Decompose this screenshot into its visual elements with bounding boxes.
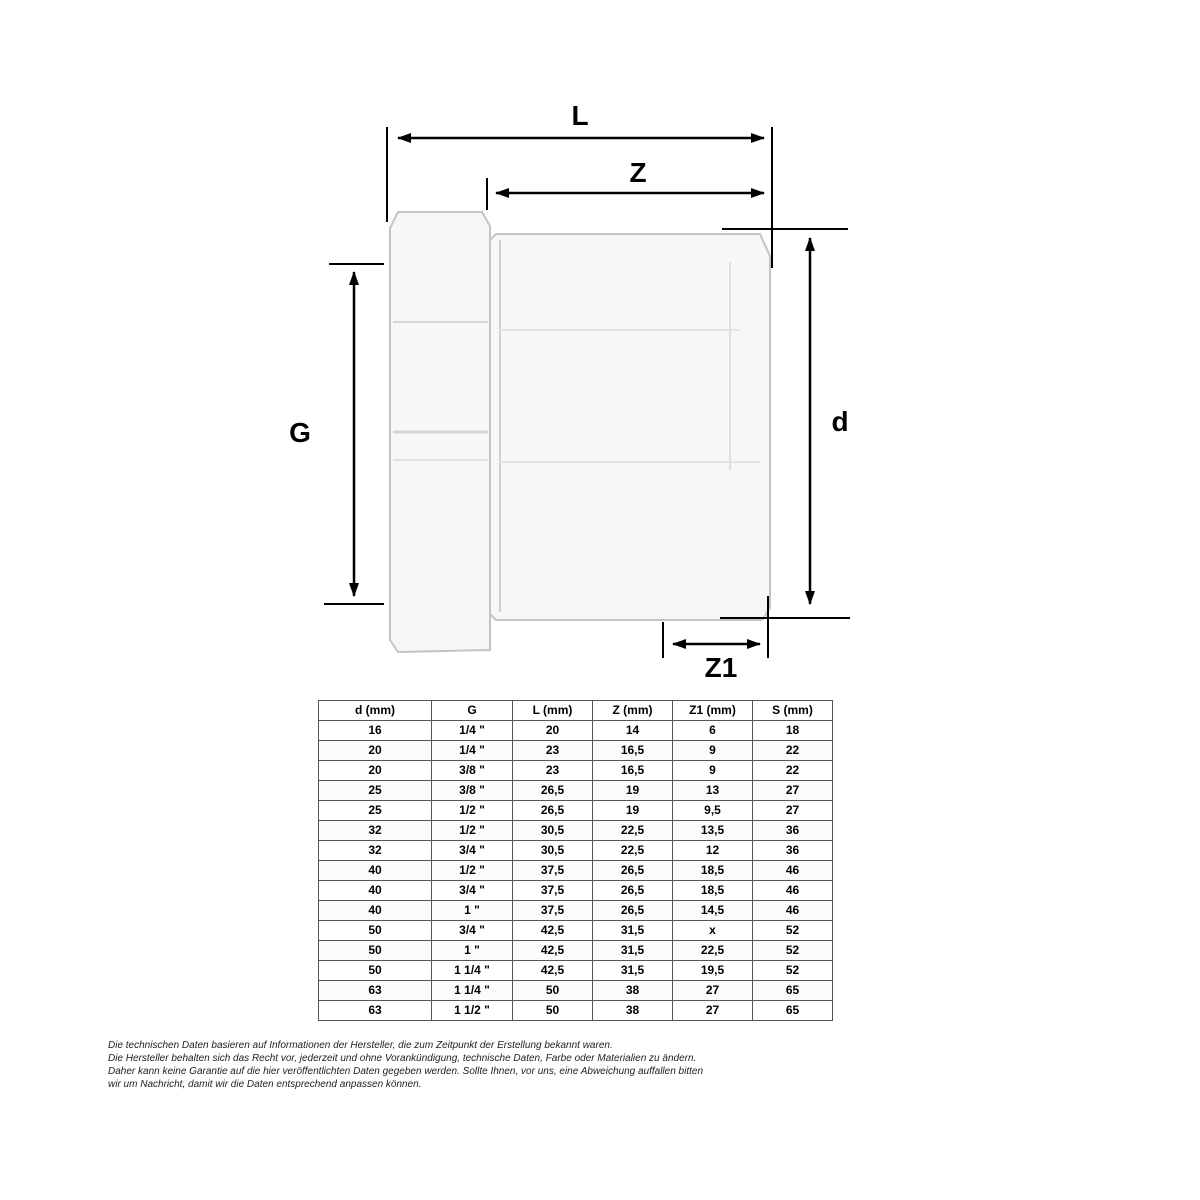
table-cell: 46 (753, 881, 833, 901)
table-cell: 26,5 (593, 901, 673, 921)
fitting-socket (490, 234, 770, 620)
dimension-label-Z: Z (629, 157, 647, 188)
column-header: d (mm) (319, 701, 432, 721)
table-cell: 27 (673, 981, 753, 1001)
table-cell: 6 (673, 721, 753, 741)
table-row (319, 881, 833, 901)
table-cell: 12 (673, 841, 753, 861)
column-header: Z1 (mm) (673, 701, 753, 721)
table-cell: 50 (513, 981, 593, 1001)
table-cell: 50 (319, 921, 432, 941)
table-row (319, 861, 833, 881)
table-cell: 30,5 (513, 821, 593, 841)
table-cell: 40 (319, 901, 432, 921)
table-cell: 27 (753, 781, 833, 801)
table-cell: 1/4 " (432, 721, 513, 741)
table-cell: 14 (593, 721, 673, 741)
table-cell: 19 (593, 801, 673, 821)
table-cell: 16,5 (593, 741, 673, 761)
table-cell: 46 (753, 901, 833, 921)
table-cell: 3/4 " (432, 841, 513, 861)
table-cell: 27 (753, 801, 833, 821)
dimension-label-d: d (831, 406, 849, 437)
table-cell: 32 (319, 821, 432, 841)
table-cell: 32 (319, 841, 432, 861)
spec-table (318, 700, 833, 1021)
table-cell: 26,5 (513, 781, 593, 801)
table-body (319, 721, 833, 1021)
table-cell: 26,5 (593, 881, 673, 901)
table-cell: 22,5 (593, 841, 673, 861)
table-cell: 65 (753, 1001, 833, 1021)
table-cell: 42,5 (513, 941, 593, 961)
table-header-row (319, 701, 833, 721)
table-cell: 42,5 (513, 961, 593, 981)
table-cell: 1 " (432, 901, 513, 921)
table-cell: 52 (753, 941, 833, 961)
dimension-label-Z1: Z1 (704, 652, 738, 683)
disclaimer-line: wir um Nachricht, damit wir die Daten entsprechend anpassen können. (108, 1079, 422, 1090)
disclaimer-line: Daher kann keine Garantie auf die hier veröffentlichten Daten gegeben werden. Sollte Ihnen, vor uns, eine Abweichung auffallen bitten (108, 1066, 704, 1077)
table-cell: 3/8 " (432, 761, 513, 781)
table-cell: 13,5 (673, 821, 753, 841)
table-cell: 14,5 (673, 901, 753, 921)
table-cell: 16 (319, 721, 432, 741)
table-cell: 63 (319, 1001, 432, 1021)
column-header: L (mm) (513, 701, 593, 721)
table-cell: 26,5 (513, 801, 593, 821)
table-cell: 27 (673, 1001, 753, 1021)
table-cell: 25 (319, 781, 432, 801)
table-cell: 18,5 (673, 861, 753, 881)
table-cell: 1/2 " (432, 821, 513, 841)
table-cell: 22,5 (673, 941, 753, 961)
table-row (319, 801, 833, 821)
table-cell: 63 (319, 981, 432, 1001)
table-cell: 13 (673, 781, 753, 801)
table-row (319, 741, 833, 761)
table-cell: 3/8 " (432, 781, 513, 801)
table-cell: 36 (753, 821, 833, 841)
table-cell: 20 (319, 761, 432, 781)
table-row (319, 981, 833, 1001)
table-cell: 40 (319, 861, 432, 881)
table-cell: 52 (753, 921, 833, 941)
table-cell: 1 " (432, 941, 513, 961)
table-cell: 22 (753, 741, 833, 761)
table-row (319, 901, 833, 921)
table-cell: 18 (753, 721, 833, 741)
fitting-body (390, 212, 770, 652)
table-cell: 23 (513, 761, 593, 781)
table-cell: 38 (593, 1001, 673, 1021)
table-row (319, 821, 833, 841)
table-cell: 30,5 (513, 841, 593, 861)
table-cell: 1/2 " (432, 861, 513, 881)
dimension-label-L: L (571, 100, 589, 131)
table-cell: 1 1/2 " (432, 1001, 513, 1021)
table-cell: 1 1/4 " (432, 961, 513, 981)
table-cell: 1/4 " (432, 741, 513, 761)
table-cell: 22 (753, 761, 833, 781)
table-cell: 52 (753, 961, 833, 981)
column-header: G (432, 701, 513, 721)
table-cell: 19,5 (673, 961, 753, 981)
table-cell: 3/4 " (432, 881, 513, 901)
table-row (319, 721, 833, 741)
table-cell: x (673, 921, 753, 941)
table-cell: 38 (593, 981, 673, 1001)
table-cell: 36 (753, 841, 833, 861)
disclaimer-line: Die technischen Daten basieren auf Informationen der Hersteller, die zum Zeitpunkt der Erstellung bekannt waren. (108, 1040, 613, 1051)
disclaimer (108, 1039, 808, 1091)
table-cell: 1 1/4 " (432, 981, 513, 1001)
table-row (319, 781, 833, 801)
table-cell: 22,5 (593, 821, 673, 841)
table-cell: 9,5 (673, 801, 753, 821)
table-cell: 31,5 (593, 941, 673, 961)
table-cell: 50 (319, 941, 432, 961)
table-cell: 40 (319, 881, 432, 901)
table-cell: 20 (319, 741, 432, 761)
table-cell: 20 (513, 721, 593, 741)
dimension-label-G: G (289, 417, 311, 448)
table-cell: 26,5 (593, 861, 673, 881)
table-cell: 25 (319, 801, 432, 821)
table-cell: 46 (753, 861, 833, 881)
table-cell: 23 (513, 741, 593, 761)
table-cell: 16,5 (593, 761, 673, 781)
table-cell: 42,5 (513, 921, 593, 941)
table-cell: 50 (513, 1001, 593, 1021)
table-cell: 19 (593, 781, 673, 801)
table-cell: 3/4 " (432, 921, 513, 941)
table-cell: 31,5 (593, 961, 673, 981)
table-cell: 37,5 (513, 861, 593, 881)
table-row (319, 961, 833, 981)
table-cell: 65 (753, 981, 833, 1001)
column-header: S (mm) (753, 701, 833, 721)
table-row (319, 1001, 833, 1021)
table-row (319, 761, 833, 781)
table-row (319, 841, 833, 861)
table-cell: 18,5 (673, 881, 753, 901)
table-cell: 37,5 (513, 901, 593, 921)
table-cell: 9 (673, 741, 753, 761)
table-cell: 1/2 " (432, 801, 513, 821)
table-cell: 31,5 (593, 921, 673, 941)
disclaimer-line: Die Hersteller behalten sich das Recht vor, jederzeit und ohne Vorankündigung, technische Daten, Farbe oder Materialien zu ändern. (108, 1053, 697, 1064)
column-header: Z (mm) (593, 701, 673, 721)
table-row (319, 921, 833, 941)
table-cell: 37,5 (513, 881, 593, 901)
table-cell: 9 (673, 761, 753, 781)
table-cell: 50 (319, 961, 432, 981)
table-row (319, 941, 833, 961)
